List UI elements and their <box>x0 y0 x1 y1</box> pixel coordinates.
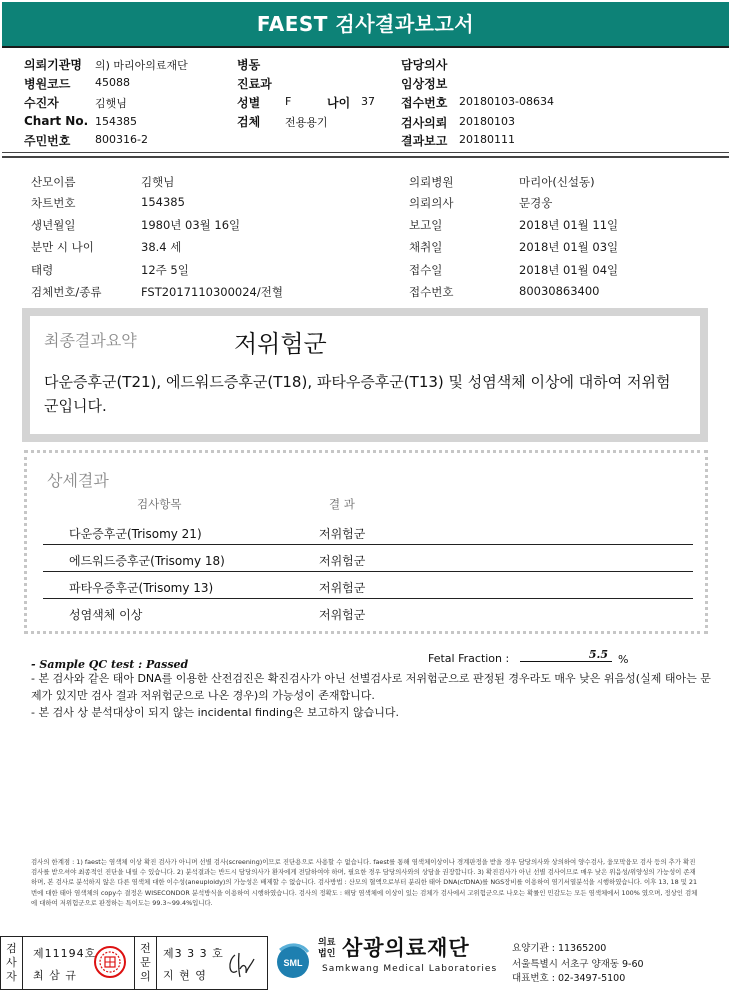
patient-value: FST2017110300024/전혈 <box>141 285 283 299</box>
header-label: 주민번호 <box>24 134 71 148</box>
patient-value: 12주 5일 <box>141 263 189 277</box>
patient-value: 김햇님 <box>141 175 175 189</box>
sex-value: F <box>285 95 292 108</box>
specimen-value: 전용용기 <box>285 116 328 129</box>
sex-label: 성별 <box>237 96 261 110</box>
header-label: 담당의사 <box>401 58 448 72</box>
test-item: 성염색체 이상 <box>69 608 143 622</box>
patient-label: 접수번호 <box>409 285 454 299</box>
seal-icon <box>93 945 127 979</box>
patient-label: 의뢰병원 <box>409 175 454 189</box>
header-label: 결과보고 <box>401 134 448 148</box>
table-row <box>43 572 693 599</box>
patient-label: 채취일 <box>409 240 443 254</box>
detail-results-label: 상세결과 <box>47 471 109 490</box>
fine-print: 검사의 한계점 : 1) faest는 염색체 이상 확진 검사가 아니며 선별 검사(screening)이므로 진단용으로 사용할 수 없습니다. faest를 통해 염색체이상이나 경계판정을 받을 경우 담당의사와 상의하여 양수검사, 융모막융모 검사 등의 추가 확진 검사를 받으셔야 최종적인 진단을 내릴 수 있습니다. 2) 분석결과는 반드시 담당의사가 환자에게 전달하여야 하며, 필요한 경우 담당의사와의 상담을 권장합니다. 3) 확진검사가 아닌 선별 검사이므로 매우 낮은 위음성/위양성의 가능성이 존재하며, 본 검사로 분석하지 않은 다른 염색체 대한 이수성(aneuploidy)의 가능성은 배제할 수 없습니다. 검사방법 : 산모의 혈액으로부터 분리한 태아 DNA(cfDNA)를 NGS장비를 이용하여 염기서열분석을 시행하였습니다. 이후 13, 18 및 21번에 대한 태아 염색체의 copy수 결정은 WISECONDOR 분석방식을 이용하여 시행하였습니다. 검사의 정확도 : 해당 염색체에 이상이 있는 검체가 검사에서 고위험군으로 나오는 확률인 민감도는 모든 염색체에서 100% 였으며, 정상인 검체에 대하여 저위험군으로 판정하는 특이도는 99.3~99.4%입니다. <box>31 858 698 907</box>
examiner-cell <box>23 937 135 989</box>
column-header-result: 결 과 <box>329 497 355 511</box>
test-item: 파타우증후군(Trisomy 13) <box>69 581 214 595</box>
patient-value: 1980년 03월 16일 <box>141 218 241 232</box>
table-row <box>43 518 693 545</box>
test-result: 저위험군 <box>319 527 366 541</box>
header-label: 수진자 <box>24 96 59 110</box>
final-summary-label: 최종결과요약 <box>44 331 137 350</box>
note-text: - 본 검사 상 분석대상이 되지 않는 incidental finding은 보고하지 않습니다. <box>31 706 400 719</box>
doctor-title-text: 전문의 <box>140 942 151 983</box>
patient-label: 검체번호/종류 <box>31 285 102 299</box>
patient-label: 분만 시 나이 <box>31 240 94 254</box>
patient-label: 보고일 <box>409 218 443 232</box>
patient-value: 마리아(신설동) <box>519 175 595 189</box>
signature-block <box>0 936 268 990</box>
test-result: 저위험군 <box>319 554 366 568</box>
header-value: 154385 <box>95 115 137 128</box>
table-row <box>43 545 693 572</box>
sample-qc-text: - Sample QC test : Passed <box>31 658 189 671</box>
patient-value: 문경웅 <box>519 196 553 210</box>
org-phone: 대표번호 : 02-3497-5100 <box>512 973 626 984</box>
header-label: 접수번호 <box>401 96 448 110</box>
final-result: 저위험군 <box>234 330 327 358</box>
test-result: 저위험군 <box>319 581 366 595</box>
header-label: 검사의뢰 <box>401 116 448 130</box>
org-code: 요양기관 : 11365200 <box>512 943 607 954</box>
final-summary-text: 다운증후군(T21), 에드워드증후군(T18), 파타우증후군(T13) 및 성염색체 이상에 대하여 저위험군입니다. <box>44 373 671 415</box>
patient-value: 80030863400 <box>519 284 600 298</box>
header-value: 45088 <box>95 76 130 89</box>
final-summary-box <box>22 308 708 442</box>
header-value: 800316-2 <box>95 133 148 146</box>
patient-label: 접수일 <box>409 263 443 277</box>
patient-label: 의뢰의사 <box>409 196 454 210</box>
doctor-license: 제3 3 3 호 <box>163 947 224 960</box>
table-row <box>43 599 693 626</box>
dept-label: 진료과 <box>237 77 272 91</box>
header-value: 20180111 <box>459 133 515 146</box>
examiner-name: 최 삼 규 <box>33 969 77 982</box>
doctor-cell <box>157 937 267 989</box>
header-value: 20180103 <box>459 115 515 128</box>
patient-label: 태령 <box>31 263 54 277</box>
detail-results-box <box>24 450 708 634</box>
age-label: 나이 <box>327 96 351 110</box>
age-value: 37 <box>361 95 375 108</box>
header-label: 임상정보 <box>401 77 448 91</box>
doctor-name: 지 현 영 <box>163 969 207 982</box>
examiner-title-text: 검사자 <box>6 942 17 983</box>
header-value: 김햇님 <box>95 97 127 110</box>
note-text: - 본 검사와 같은 태아 DNA를 이용한 산전검진은 확진검사가 아닌 선별검사로 저위험군으로 판정된 경우라도 매우 낮은 위음성(실제 태아는 문제가 있지만 검사 결과 저위험군으로 나온 경우)의 가능성이 존재합니다. <box>31 672 711 702</box>
examiner-license: 제11194호 <box>33 947 97 960</box>
header-label: 의뢰기관명 <box>24 58 82 72</box>
column-header-item: 검사항목 <box>137 497 182 511</box>
org-address: 서울특별시 서초구 양재동 9-60 <box>512 959 644 970</box>
ward-label: 병동 <box>237 58 261 72</box>
test-result: 저위험군 <box>319 608 366 622</box>
corp-type-line: 의료 <box>318 938 336 948</box>
patient-value: 2018년 01월 03일 <box>519 240 619 254</box>
patient-label: 산모이름 <box>31 175 76 189</box>
divider <box>2 152 729 153</box>
patient-value: 2018년 01월 11일 <box>519 218 619 232</box>
header-value: 의) 마리아의료재단 <box>95 59 188 72</box>
org-name: 삼광의료재단 <box>342 936 470 960</box>
test-item: 에드워드증후군(Trisomy 18) <box>69 554 225 568</box>
divider <box>2 46 729 48</box>
sml-logo-icon <box>272 940 314 982</box>
patient-label: 생년월일 <box>31 218 76 232</box>
doctor-title <box>135 937 157 989</box>
fetal-fraction-unit: % <box>618 653 629 666</box>
test-item: 다운증후군(Trisomy 21) <box>69 527 202 541</box>
patient-value: 38.4 세 <box>141 240 182 254</box>
fetal-fraction-value: 5.5 <box>520 648 612 662</box>
sml-logo-text: SML <box>283 958 303 968</box>
patient-value: 2018년 01월 04일 <box>519 263 619 277</box>
header-label: Chart No. <box>24 114 89 128</box>
header-value: 20180103-08634 <box>459 95 554 108</box>
corp-type-line: 법인 <box>318 949 336 959</box>
specimen-label: 검체 <box>237 115 261 129</box>
patient-value: 154385 <box>141 195 185 209</box>
report-title: FAEST 검사결과보고서 <box>2 2 729 46</box>
patient-label: 차트번호 <box>31 196 76 210</box>
divider <box>2 156 729 158</box>
header-label: 병원코드 <box>24 77 71 91</box>
examiner-title <box>1 937 23 989</box>
org-english-name: Samkwang Medical Laboratories <box>322 964 498 974</box>
fetal-fraction-label: Fetal Fraction : <box>428 652 510 665</box>
corp-type <box>318 938 335 960</box>
signature-icon <box>223 947 257 981</box>
